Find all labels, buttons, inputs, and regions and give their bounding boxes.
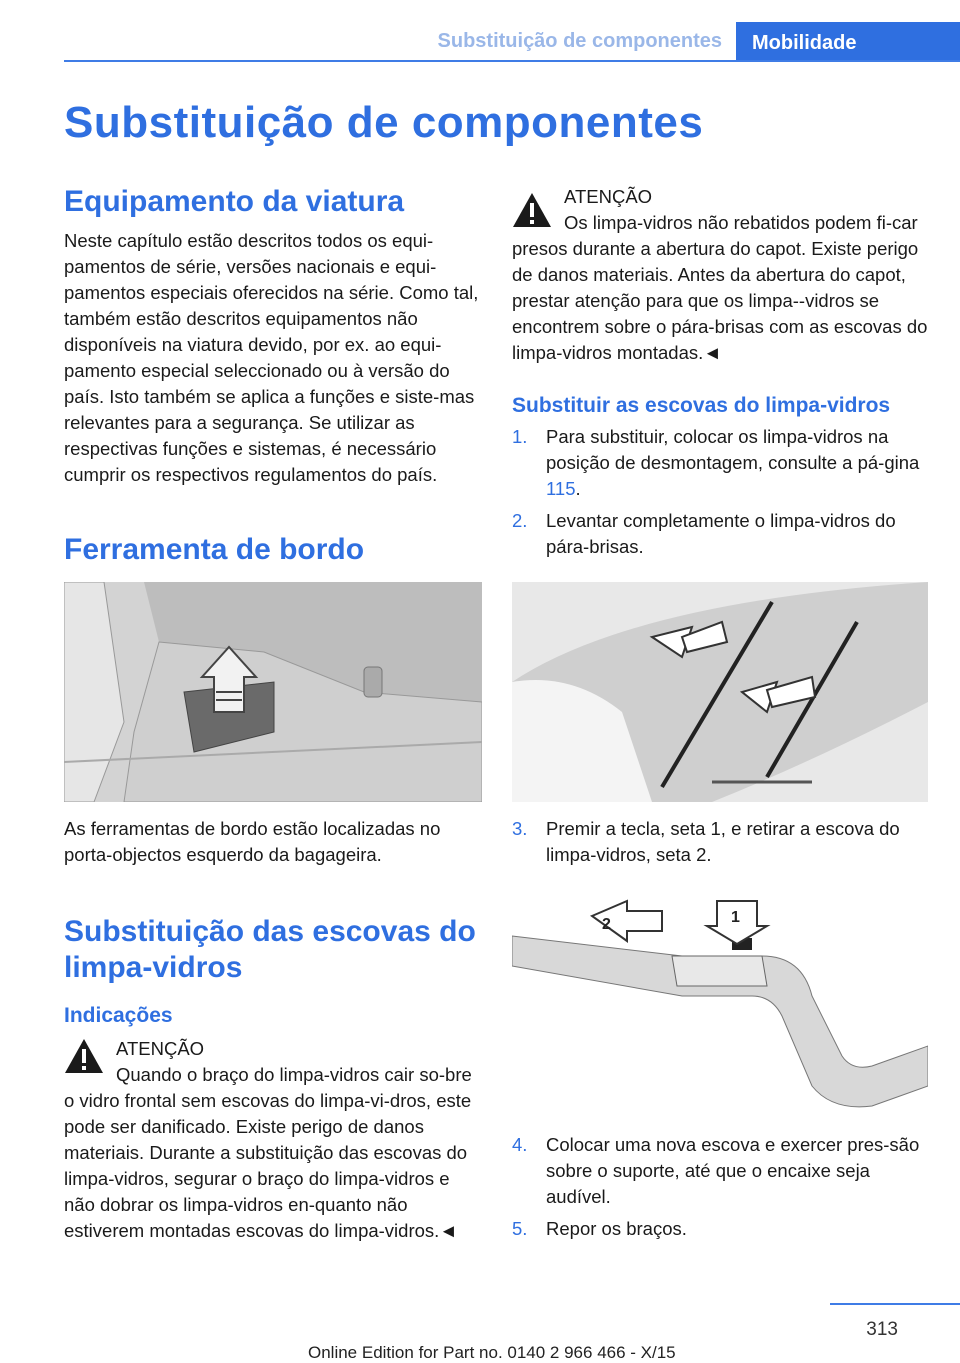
steps-list-a bbox=[512, 424, 932, 560]
page-title: Substituição de componentes bbox=[64, 98, 704, 147]
edition-text: Online Edition for Part no. 0140 2 966 466 - X/15 bbox=[308, 1343, 676, 1362]
header-section-title: Substituição de componentes bbox=[437, 30, 722, 52]
step-number: 4. bbox=[512, 1134, 528, 1155]
page-number: 313 bbox=[866, 1319, 898, 1340]
windshield-illustration bbox=[512, 582, 928, 802]
wiper-heading: Substituição das escovas do limpa-vidros bbox=[64, 915, 476, 984]
step-text: Para substituir, colocar os limpa-vidros na posição de desmontagem, consulte a pá-gina bbox=[546, 426, 920, 473]
wiper-blade-figure bbox=[512, 896, 928, 1118]
list-item bbox=[512, 816, 932, 868]
list-item bbox=[512, 508, 932, 560]
list-item bbox=[512, 1132, 932, 1210]
step-number: 2. bbox=[512, 510, 528, 531]
footer-rule bbox=[830, 1303, 960, 1305]
tools-heading: Ferramenta de bordo bbox=[64, 533, 365, 566]
arrow-label-1: 1 bbox=[731, 909, 740, 926]
left-column bbox=[64, 184, 482, 1244]
warning-2-text: Os limpa-vidros não rebatidos podem fi-car presos durante a abertura do capot. Existe perigo de danos materiais. Antes da abertura do capot, prestar atenção para que os limpa--vidros se encontrem sobre o pára-brisas com as escovas do limpa-vidros montadas.◄ bbox=[512, 212, 928, 363]
right-column bbox=[512, 184, 932, 1242]
step-number: 3. bbox=[512, 818, 528, 839]
notes-heading: Indicações bbox=[64, 1004, 173, 1027]
warning-block-1 bbox=[64, 1036, 482, 1244]
warning-1-text: Quando o braço do limpa-vidros cair so-bre o vidro frontal sem escovas do limpa-vi-dros, este pode ser danificado. Existe perigo de danos materiais. Durante a substituição das escovas do limpa-vidros, segurar o braço do limpa-vidros e não dobrar os limpa-vidros en-quanto não estiverem montadas escovas do limpa-vidros.◄ bbox=[64, 1064, 472, 1241]
page-footer bbox=[0, 1303, 960, 1362]
tools-text: As ferramentas de bordo estão localizadas no porta-objectos esquerdo da bagageira. bbox=[64, 818, 441, 865]
step-text: Premir a tecla, seta 1, e retirar a escova do limpa-vidros, seta 2. bbox=[546, 818, 900, 865]
warning-1-title: ATENÇÃO bbox=[116, 1038, 205, 1059]
warning-block-2 bbox=[512, 184, 932, 366]
warning-icon bbox=[64, 1038, 104, 1074]
equipment-text: Neste capítulo estão descritos todos os equi-pamentos de série, versões nacionais e equi-pamentos especiais oferecidos na série. Como tal, também estão descritos equipamentos não disponíveis na viatura devido, por ex. ao equi-pamento especial seleccionado ou à versão do país. Isto também se aplica a funções e siste-mas relevantes para a segurança. Se utilizar as respectivas funções e sistemas, é necessário cumprir os respectivos regulamentos do país. bbox=[64, 230, 479, 485]
step-number: 5. bbox=[512, 1218, 528, 1239]
steps-list-c bbox=[512, 1132, 932, 1242]
page-header bbox=[0, 0, 960, 62]
header-chapter-tab: Mobilidade bbox=[736, 22, 960, 60]
list-item bbox=[512, 1216, 932, 1242]
steps-list-b bbox=[512, 816, 932, 868]
header-rule bbox=[64, 60, 960, 62]
wiper-blade-illustration bbox=[512, 896, 928, 1118]
step-suffix: . bbox=[575, 478, 581, 499]
step-text: Repor os braços. bbox=[546, 1218, 687, 1239]
equipment-heading: Equipamento da viatura bbox=[64, 185, 405, 218]
step-text: Colocar uma nova escova e exercer pres-são sobre o suporte, até que o encaixe seja audível. bbox=[546, 1134, 920, 1207]
trunk-figure bbox=[64, 582, 482, 802]
page-link[interactable]: 115 bbox=[546, 478, 576, 499]
warning-icon bbox=[512, 192, 552, 228]
list-item bbox=[512, 424, 932, 502]
step-number: 1. bbox=[512, 426, 528, 447]
replace-heading: Substituir as escovas do limpa-vidros bbox=[512, 394, 891, 417]
arrow-label-2: 2 bbox=[602, 916, 611, 933]
windshield-figure bbox=[512, 582, 928, 802]
step-text: Levantar completamente o limpa-vidros do pára-brisas. bbox=[546, 510, 896, 557]
warning-2-title: ATENÇÃO bbox=[564, 186, 653, 207]
trunk-illustration bbox=[64, 582, 482, 802]
